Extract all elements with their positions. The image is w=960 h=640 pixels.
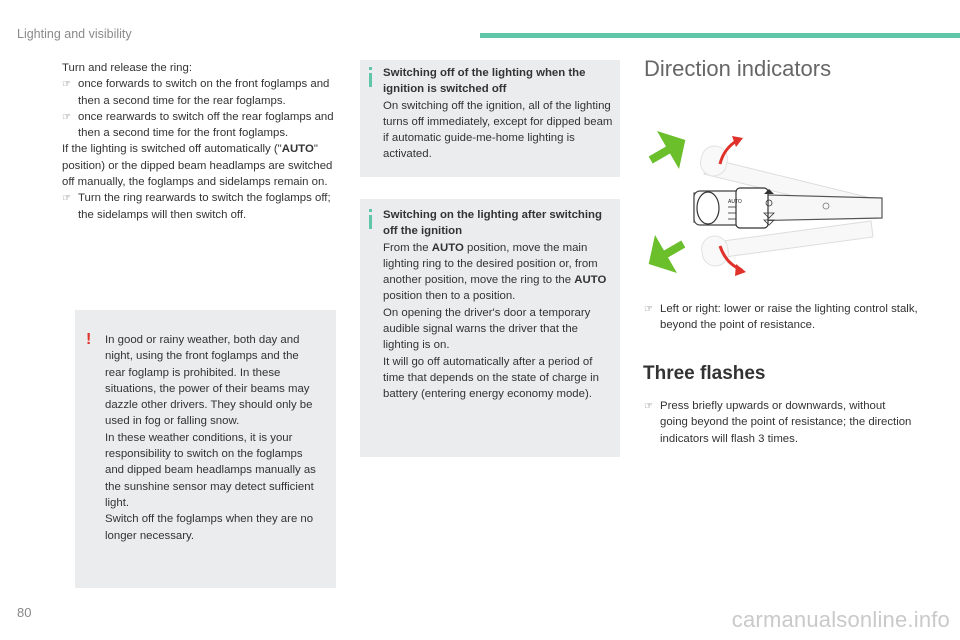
info-box-lighting-on [360,199,620,457]
auto-word: AUTO [574,274,607,287]
info-title: Switching off of the lighting when the ignition is switched off [383,67,586,96]
auto-word: AUTO [281,143,314,156]
warning-icon: ! [86,331,92,348]
bullet-icon: ☞ [644,304,653,315]
three-flashes-heading: Three flashes [643,363,766,384]
foglamps-text [62,60,337,223]
text-part: If the lighting is switched off automatically (" [62,143,282,156]
list-item [62,190,337,223]
bullet-icon: ☞ [62,193,71,205]
list-item [62,76,337,109]
text-part: position then to a position. [383,290,516,303]
warning-box [75,310,336,588]
warning-text: In good or rainy weather, both day and night, using the front foglamps and the rear foglamp is prohibited. In these situations, the power of their beams may dazzle other drivers. They should only be used in fog or falling snow. [105,334,313,428]
bullet-text: Press briefly upwards or downwards, without going beyond the point of resistance; the direction indicators will flash 3 times. [660,400,912,445]
green-arrow-up-right-icon [646,121,696,179]
info-title: Switching on the lighting after switching off the ignition [383,209,602,238]
auto-label: AUTO [728,199,742,205]
three-flashes-text [644,398,914,447]
page-number: 80 [17,605,32,620]
lighting-stalk-diagram [646,118,886,288]
info-icon [369,215,372,229]
info-icon [369,73,372,87]
red-arrow-down-head [735,264,746,276]
info-body: It will go off automatically after a period of time that depends on the state of charge in battery (entering energy economy mode). [383,355,599,401]
green-arrow-down-left-icon [646,225,694,283]
bullet-text: once forwards to switch on the front foglamps and then a second time for the rear foglamps. [78,78,330,107]
bullet-icon: ☞ [62,111,71,123]
watermark: carmanualsonline.info [731,607,950,632]
info-box-lighting-off [360,60,620,177]
info-body: On opening the driver's door a temporary audible signal warns the driver that the lighting is on. [383,306,591,352]
auto-word: AUTO [431,241,464,254]
list-item [62,109,337,142]
text-part: From the [383,241,432,254]
info-body: On switching off the ignition, all of the lighting turns off immediately, except for dipped beam if automatic guide-me-home lighting is activated. [383,99,613,161]
section-accent-bar [480,33,960,38]
direction-indicators-heading: Direction indicators [644,56,832,81]
bullet-icon: ☞ [62,79,71,91]
warning-text: In these weather conditions, it is your responsibility to switch on the foglamps and dipped beam headlamps manually as the sunshine sensor may detect sufficient light. [105,431,316,509]
bullet-text: once rearwards to switch off the rear foglamps and then a second time for the front foglamps. [78,110,334,140]
list-item [644,398,914,447]
list-item [644,301,944,334]
stalk-down-position [700,221,873,268]
auto-paragraph [62,141,337,190]
info-body [383,240,614,305]
section-title: Lighting and visibility [17,27,132,41]
text-part: position, move the main lighting ring to the desired position or, from another position, move the ring to the [383,241,598,287]
bullet-text: Turn the ring rearwards to switch the foglamps off; the sidelamps will then switch off. [78,192,331,221]
text-part: " position) or the dipped beam headlamps are switched off manually, the foglamps and sidelamps remain on. [62,143,333,189]
direction-indicators-text [644,301,944,334]
warning-text: Switch off the foglamps when they are no longer necessary. [105,513,314,542]
intro-text: Turn and release the ring: [62,62,193,74]
bullet-icon: ☞ [644,401,653,412]
bullet-text: Left or right: lower or raise the lighting control stalk, beyond the point of resistance. [660,303,918,332]
